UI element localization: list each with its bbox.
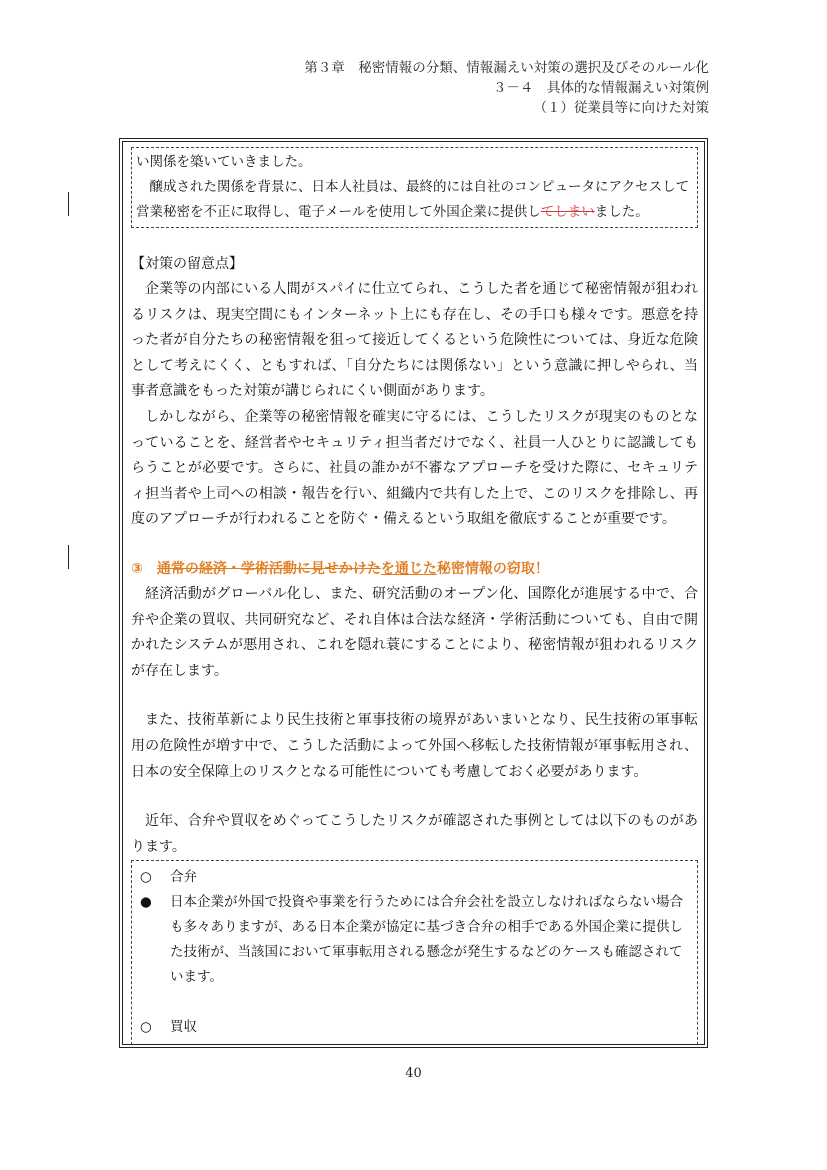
body-paragraph: 近年、合弁や買収をめぐってこうしたリスクが確認された事例としては以下のものがあります。	[131, 813, 698, 855]
body-paragraph: 企業等の内部にいる人間がスパイに仕立てられ、こうした者を通じて秘密情報が狙われるリスクは、現実空間にもインターネット上にも存在し、その手口も様々です。悪意を持った者が自分たちの秘密情報を狙って接近してくるという危険性については、身近な危険として考えにくく、ともすれば、「自分たちには関係ない」という意識に押しやられ、当事者意識をもった対策が講じられにくい側面があります。	[131, 281, 698, 400]
heading-text: 秘密情報の窃取！	[436, 560, 549, 577]
struck-heading-text: 通常の経済・学術活動に見せかけた	[156, 560, 381, 577]
open-circle-bullet: ○	[140, 869, 152, 886]
case-text: ました。	[594, 204, 649, 220]
revision-bar	[68, 192, 69, 216]
body-paragraph: 経済活動がグローバル化し、また、研究活動のオープン化、国際化が進展する中で、合弁や企業の買収、共同研究など、それ自体は合法な経済・学術活動についても、自由で開かれたシステムが悪用され、これを隠れ蓑にすることにより、秘密情報が狙われるリスクが存在します。	[131, 585, 698, 679]
frame-inner	[131, 147, 698, 1048]
page-number: 40	[405, 1066, 422, 1081]
list-item	[138, 865, 691, 890]
subsection-heading	[131, 557, 698, 582]
body-paragraph: また、技術革新により民生技術と軍事技術の境界があいまいとなり、民生技術の軍事転用の危険性が増す中で、こうした活動によって外国へ移転した技術情報が軍事転用され、日本の安全保障上のリスクとなる可能性についても考慮しておく必要があります。	[131, 712, 698, 780]
case-line: い関係を築いていきました。	[136, 154, 312, 170]
subsection-number: ③	[131, 560, 143, 577]
open-circle-bullet: ○	[140, 1019, 152, 1036]
list-item-text: 合弁	[170, 869, 197, 886]
section-heading: 【対策の留意点】	[131, 256, 243, 272]
chapter-header	[304, 58, 709, 118]
deleted-text: てしまい	[540, 204, 595, 220]
body-paragraph: しかしながら、企業等の秘密情報を確実に守るには、こうしたリスクが現実のものとなっていることを、経営者やセキュリティ担当者だけでなく、社員一人ひとりに認識してもらうことが必要です。さらに、社員の誰かが不審なアプローチを受けた際に、セキュリティ担当者や上司への相談・報告を行い、組織内で共有した上で、このリスクを排除し、再度のアプローチが行われることを防ぐ・備えるという取組を徹底することが重要です。	[131, 408, 698, 528]
list-item-text: 日本企業が外国で投資や事業を行うためには合弁会社を設立しなければならない場合も多々ありますが、ある日本企業が協定に基づき合弁の相手である外国企業に提供した技術が、当該国において軍事転用される懸念が発生するなどのケースも確認されています。	[170, 894, 683, 986]
case-text: 営業秘密を不正に取得し、電子メールを使用して外国企業に提供し	[136, 204, 541, 220]
list-item	[138, 1015, 691, 1040]
list-item-text: 買収	[170, 1019, 197, 1036]
filled-circle-bullet: ●	[140, 894, 152, 911]
case-example-box	[131, 147, 698, 228]
case-line	[136, 200, 693, 225]
case-list-box	[131, 860, 698, 1048]
revision-bar	[68, 545, 69, 569]
list-item	[138, 890, 691, 990]
header-chapter-title: 第３章 秘密情報の分類、情報漏えい対策の選択及びそのルール化	[304, 60, 709, 76]
header-section-title: ３－４ 具体的な情報漏えい対策例	[493, 80, 709, 96]
case-line: 醸成された関係を背景に、日本人社員は、最終的には自社のコンピュータにアクセスして	[149, 179, 690, 195]
header-subsection-title: （１）従業員等に向けた対策	[533, 100, 709, 116]
inserted-heading-text: を通じた	[380, 560, 437, 577]
content-frame	[119, 138, 708, 1048]
